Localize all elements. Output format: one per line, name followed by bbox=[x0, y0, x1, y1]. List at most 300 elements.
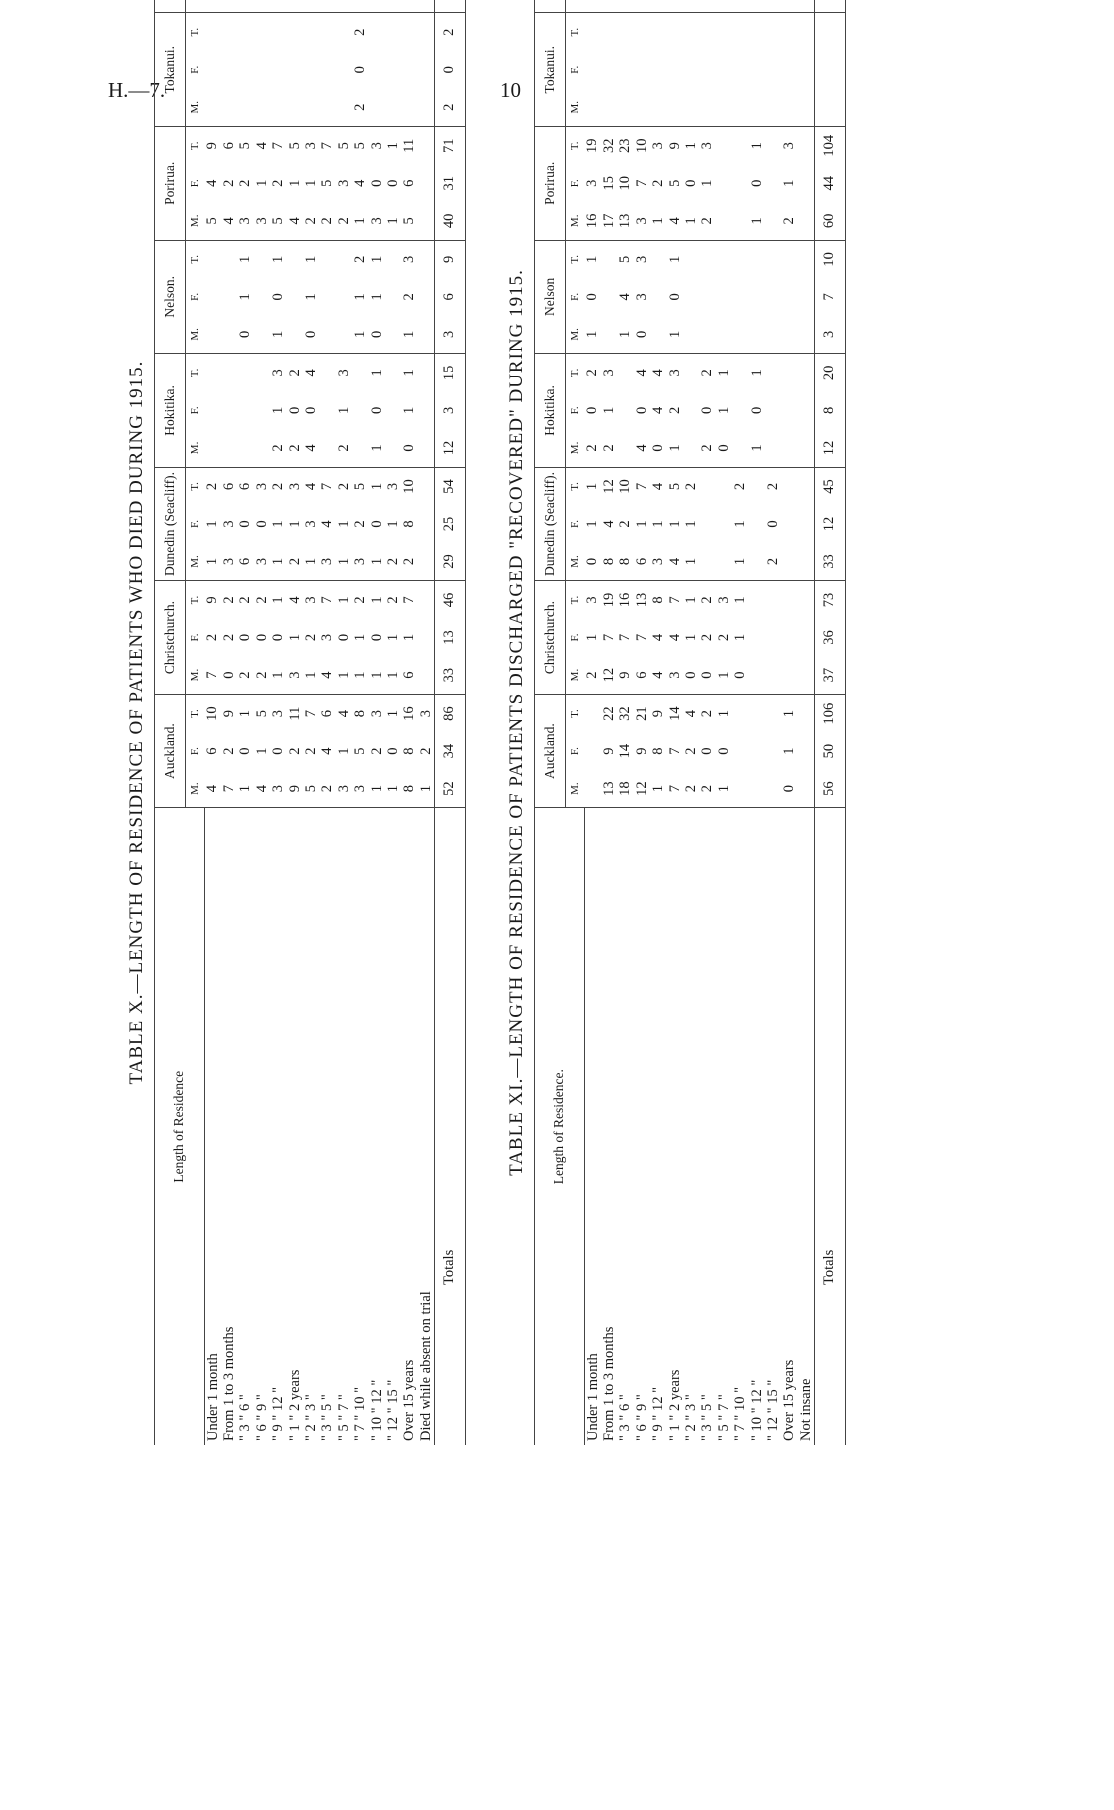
totals-cell: 3 bbox=[434, 392, 465, 430]
table-cell bbox=[237, 0, 253, 13]
table-cell: 32 bbox=[617, 694, 633, 732]
table-cell bbox=[601, 88, 617, 126]
table-cell: 0 bbox=[270, 293, 287, 301]
table-cell: 6 bbox=[237, 557, 254, 566]
table-cell bbox=[601, 13, 617, 51]
table-cell: 1 bbox=[303, 671, 320, 679]
table-row bbox=[781, 0, 797, 1445]
table-cell: 9 bbox=[633, 747, 650, 755]
table-cell bbox=[286, 278, 302, 316]
table-cell: 2 bbox=[352, 240, 368, 278]
table-cell bbox=[683, 0, 699, 13]
table-cell: 3 bbox=[319, 557, 336, 566]
table-cell bbox=[716, 240, 732, 278]
table-cell: 6 bbox=[633, 671, 650, 679]
table-cell bbox=[368, 88, 384, 126]
table-cell: 2 bbox=[253, 671, 270, 679]
table-cell bbox=[798, 51, 815, 89]
table-cell: 0 bbox=[368, 633, 385, 642]
sex-subheader bbox=[566, 0, 585, 13]
table-cell: 1 bbox=[417, 785, 434, 793]
table-cell: 0 bbox=[584, 293, 601, 301]
table-cell bbox=[204, 278, 221, 316]
table-cell bbox=[699, 543, 715, 581]
table-cell bbox=[352, 392, 368, 430]
table-row bbox=[798, 0, 815, 1445]
table-cell bbox=[286, 0, 302, 13]
table-cell: 4 bbox=[666, 557, 683, 566]
table-cell bbox=[798, 0, 815, 13]
table-cell: 3 bbox=[633, 293, 650, 301]
table-cell: 16 bbox=[584, 213, 601, 229]
table-cell: 7 bbox=[319, 467, 335, 505]
table-cell: 0 bbox=[401, 444, 418, 452]
table-cell bbox=[732, 127, 748, 165]
table-cell bbox=[204, 354, 221, 392]
table-cell: 2 bbox=[352, 103, 369, 111]
totals-cell bbox=[434, 0, 465, 13]
table-cell: 1 bbox=[732, 633, 749, 642]
table-row bbox=[270, 0, 286, 1445]
table-cell bbox=[254, 316, 270, 354]
institution-header bbox=[155, 0, 186, 13]
table-cell: 2 bbox=[336, 467, 352, 505]
sex-subheader: M. bbox=[569, 668, 581, 682]
table-cell: 1 bbox=[368, 354, 384, 392]
table-cell: 1 bbox=[204, 520, 221, 528]
table-cell: 0 bbox=[384, 179, 401, 187]
table-cell bbox=[584, 51, 601, 89]
row-label: " 10 " 12 " bbox=[368, 808, 384, 1445]
table-cell: 32 bbox=[601, 127, 617, 165]
table-cell bbox=[254, 278, 270, 316]
table-cell bbox=[748, 619, 764, 657]
table-cell bbox=[798, 581, 815, 619]
table-cell: 1 bbox=[270, 406, 287, 415]
table-cell: 3 bbox=[237, 217, 254, 225]
table-cell: 0 bbox=[253, 633, 270, 642]
table-cell bbox=[716, 13, 732, 51]
table-row bbox=[401, 0, 417, 1445]
table-cell: 3 bbox=[286, 467, 302, 505]
table-cell bbox=[650, 240, 666, 278]
table-cell: 4 bbox=[319, 671, 336, 679]
table-cell: 1 bbox=[335, 520, 352, 528]
table-cell bbox=[385, 51, 401, 89]
table-cell: 7 bbox=[303, 694, 319, 732]
table-cell bbox=[748, 316, 764, 354]
table-cell: 6 bbox=[319, 694, 335, 732]
table-cell bbox=[204, 0, 221, 13]
table-cell bbox=[601, 51, 617, 89]
totals-cell: 46 bbox=[434, 581, 465, 619]
totals-cell: 40 bbox=[434, 202, 465, 240]
sex-subheader: M. bbox=[189, 214, 201, 228]
table-cell bbox=[781, 543, 797, 581]
table-cell: 9 bbox=[204, 127, 221, 165]
table-cell bbox=[336, 278, 352, 316]
sex-subheader: M. bbox=[569, 782, 581, 795]
table-cell: 10 bbox=[401, 467, 417, 505]
table-cell: 4 bbox=[633, 444, 650, 452]
totals-cell: 50 bbox=[814, 732, 845, 770]
sex-subheader: T. bbox=[566, 240, 585, 278]
table-cell: 11 bbox=[286, 694, 302, 732]
table-cell bbox=[418, 392, 435, 430]
table-cell bbox=[748, 581, 764, 619]
table-cell: 7 bbox=[617, 633, 634, 642]
table-cell: 0 bbox=[666, 293, 683, 301]
table-cell bbox=[732, 770, 748, 808]
table-cell: 1 bbox=[335, 671, 352, 679]
table-cell bbox=[237, 429, 253, 467]
table-cell bbox=[368, 51, 384, 89]
table-cell: 6 bbox=[237, 467, 253, 505]
totals-cell: 73 bbox=[814, 581, 845, 619]
row-label: " 9 " 12 " bbox=[650, 808, 666, 1445]
table-cell: 1 bbox=[716, 354, 732, 392]
sex-subheader: M. bbox=[569, 328, 581, 341]
table-cell bbox=[617, 88, 633, 126]
table-cell: 0 bbox=[699, 406, 716, 415]
table-cell: 5 bbox=[286, 127, 302, 165]
sex-subheader: T. bbox=[566, 581, 585, 619]
table-cell bbox=[716, 278, 732, 316]
table-cell: 5 bbox=[336, 127, 352, 165]
sex-subheader: M. bbox=[569, 441, 581, 455]
sex-subheader: T. bbox=[186, 354, 205, 392]
table-cell: 0 bbox=[781, 785, 798, 793]
table-cell: 9 bbox=[617, 671, 634, 679]
table-cell bbox=[765, 316, 781, 354]
table-cell: 6 bbox=[401, 671, 418, 679]
table-cell bbox=[418, 467, 435, 505]
table-cell: 1 bbox=[683, 581, 699, 619]
table-cell: 2 bbox=[335, 217, 352, 225]
table-cell: 1 bbox=[384, 785, 401, 793]
table-cell bbox=[798, 656, 815, 694]
totals-cell bbox=[814, 88, 845, 126]
table-cell bbox=[418, 656, 435, 694]
table-cell: 1 bbox=[716, 694, 732, 732]
table-cell bbox=[270, 13, 286, 51]
totals-cell: 10 bbox=[814, 240, 845, 278]
table-cell: 2 bbox=[781, 217, 798, 225]
table-cell: 1 bbox=[748, 354, 764, 392]
row-label: " 5 " 7 " bbox=[336, 808, 352, 1445]
totals-label: Totals bbox=[814, 808, 845, 1445]
table-cell: 3 bbox=[368, 127, 384, 165]
table-cell: 1 bbox=[335, 406, 352, 415]
table-cell: 0 bbox=[368, 520, 385, 528]
table-cell bbox=[601, 0, 617, 13]
institution-header: Nelson. bbox=[155, 240, 186, 354]
table-cell: 1 bbox=[384, 520, 401, 528]
table-cell: 4 bbox=[319, 520, 336, 528]
table-cell: 1 bbox=[368, 557, 385, 566]
table-cell bbox=[798, 694, 815, 732]
totals-cell: 86 bbox=[434, 694, 465, 732]
table-cell bbox=[221, 354, 237, 392]
totals-cell: 60 bbox=[814, 202, 845, 240]
table-cell: 2 bbox=[601, 444, 618, 452]
table-cell: 2 bbox=[401, 557, 418, 566]
table-cell bbox=[286, 88, 302, 126]
table-cell: 2 bbox=[584, 354, 601, 392]
table-cell: 1 bbox=[368, 240, 384, 278]
table-cell: 2 bbox=[352, 13, 368, 51]
table-cell bbox=[418, 581, 435, 619]
table-cell bbox=[683, 354, 699, 392]
table-cell: 1 bbox=[781, 694, 797, 732]
table-cell bbox=[601, 240, 617, 278]
table-cell bbox=[352, 0, 368, 13]
table-cell: 2 bbox=[270, 444, 287, 452]
table-cell: 3 bbox=[666, 354, 682, 392]
table-cell: 2 bbox=[683, 467, 699, 505]
table-cell: 1 bbox=[352, 330, 369, 338]
row-label: " 3 " 5 " bbox=[319, 808, 335, 1445]
table-xi bbox=[535, 0, 845, 1445]
table-cell: 3 bbox=[254, 467, 270, 505]
table-cell: 2 bbox=[270, 179, 287, 187]
sex-subheader: F. bbox=[189, 633, 201, 642]
table-cell: 0 bbox=[237, 330, 254, 338]
table-cell bbox=[798, 127, 815, 165]
table-cell bbox=[732, 240, 748, 278]
sex-subheader: F. bbox=[189, 519, 201, 528]
table-cell: 1 bbox=[335, 557, 352, 566]
table-cell bbox=[254, 88, 270, 126]
table-cell bbox=[237, 392, 253, 430]
table-cell: 2 bbox=[303, 217, 320, 225]
table-x bbox=[155, 0, 465, 1445]
table-cell bbox=[204, 392, 221, 430]
table-cell bbox=[237, 13, 253, 51]
table-cell bbox=[319, 278, 335, 316]
sex-subheader: T. bbox=[566, 467, 585, 505]
table-cell bbox=[254, 51, 270, 89]
table-cell bbox=[254, 392, 270, 430]
table-cell bbox=[798, 13, 815, 51]
table-cell: 1 bbox=[584, 467, 601, 505]
table-cell: 1 bbox=[601, 406, 618, 415]
table-cell: 4 bbox=[303, 467, 319, 505]
table-cell bbox=[765, 732, 781, 770]
table-cell: 4 bbox=[336, 694, 352, 732]
table-cell bbox=[286, 51, 302, 89]
institution-header: Dunedin (Seacliff). bbox=[155, 467, 186, 581]
table-cell: 6 bbox=[633, 557, 650, 566]
table-cell bbox=[765, 88, 781, 126]
table-cell bbox=[221, 240, 237, 278]
table-cell bbox=[254, 429, 270, 467]
table-cell bbox=[798, 732, 815, 770]
table-cell bbox=[418, 88, 435, 126]
table-row bbox=[254, 0, 270, 1445]
table-cell bbox=[798, 770, 815, 808]
table-cell: 1 bbox=[335, 747, 352, 755]
table-cell: 2 bbox=[417, 747, 434, 755]
table-cell: 1 bbox=[352, 293, 369, 301]
table-cell: 3 bbox=[650, 127, 666, 165]
table-cell: 8 bbox=[601, 557, 618, 566]
table-cell: 2 bbox=[221, 581, 237, 619]
sex-subheader: F. bbox=[569, 633, 581, 642]
table-cell: 4 bbox=[254, 127, 270, 165]
totals-cell: 56 bbox=[814, 770, 845, 808]
table-cell bbox=[732, 13, 748, 51]
table-cell bbox=[798, 543, 815, 581]
table-row bbox=[418, 0, 435, 1445]
table-cell: 4 bbox=[650, 354, 666, 392]
row-label: " 7 " 10 " bbox=[352, 808, 368, 1445]
table-cell: 6 bbox=[401, 179, 418, 187]
table-cell bbox=[254, 0, 270, 13]
table-cell bbox=[732, 278, 748, 316]
sex-subheader: M. bbox=[189, 441, 201, 455]
table-cell: 3 bbox=[584, 179, 601, 187]
table-cell bbox=[748, 694, 764, 732]
table-cell bbox=[765, 656, 781, 694]
institution-header: Hokitika. bbox=[155, 354, 186, 468]
table-cell: 7 bbox=[601, 633, 618, 642]
table-cell bbox=[798, 165, 815, 203]
table-cell: 3 bbox=[253, 557, 270, 566]
table-cell: 7 bbox=[204, 671, 221, 679]
table-cell: 1 bbox=[303, 293, 320, 301]
totals-cell: 2 bbox=[434, 88, 465, 126]
row-label: " 10 " 12 " bbox=[748, 808, 764, 1445]
table-cell: 0 bbox=[650, 444, 667, 452]
table-cell bbox=[798, 505, 815, 543]
sex-subheader: F. bbox=[569, 65, 581, 74]
totals-cell: 6 bbox=[434, 278, 465, 316]
table-cell: 3 bbox=[401, 240, 417, 278]
row-label: Under 1 month bbox=[204, 808, 221, 1445]
table-cell: 4 bbox=[253, 785, 270, 793]
table-cell bbox=[765, 354, 781, 392]
table-cell bbox=[765, 581, 781, 619]
table-cell bbox=[666, 51, 682, 89]
table-cell: 1 bbox=[748, 444, 765, 452]
table-cell: 0 bbox=[368, 406, 385, 415]
table-cell: 1 bbox=[270, 557, 287, 566]
table-cell bbox=[319, 13, 335, 51]
table-cell: 3 bbox=[418, 694, 435, 732]
table-cell bbox=[385, 88, 401, 126]
table-cell: 2 bbox=[335, 444, 352, 452]
table-cell: 2 bbox=[732, 467, 748, 505]
table-cell: 3 bbox=[336, 354, 352, 392]
table-cell: 1 bbox=[384, 671, 401, 679]
table-row bbox=[617, 0, 633, 1445]
table-cell bbox=[401, 51, 417, 89]
table-cell: 3 bbox=[319, 633, 336, 642]
table-x-title: TABLE X.—LENGTH OF RESIDENCE OF PATIENTS WHO DIED DURING 1915. bbox=[126, 360, 147, 1085]
table-cell: 2 bbox=[385, 581, 401, 619]
table-cell: 3 bbox=[270, 354, 286, 392]
header-row bbox=[535, 0, 566, 1445]
table-cell: 2 bbox=[319, 785, 336, 793]
table-cell: 5 bbox=[352, 127, 368, 165]
table-cell bbox=[716, 51, 732, 89]
table-cell: 6 bbox=[221, 467, 237, 505]
table-cell bbox=[781, 619, 797, 657]
table-cell: 1 bbox=[699, 179, 716, 187]
row-label: " 9 " 12 " bbox=[270, 808, 286, 1445]
table-cell: 0 bbox=[237, 633, 254, 642]
table-cell: 1 bbox=[584, 240, 601, 278]
table-cell: 1 bbox=[253, 179, 270, 187]
table-cell: 1 bbox=[270, 671, 287, 679]
table-cell bbox=[781, 51, 797, 89]
sex-subheader: F. bbox=[189, 65, 201, 74]
table-cell: 2 bbox=[699, 633, 716, 642]
table-cell: 4 bbox=[617, 293, 634, 301]
table-cell bbox=[617, 354, 633, 392]
table-cell bbox=[254, 240, 270, 278]
row-label: Over 15 years bbox=[401, 808, 417, 1445]
sex-subheader: M. bbox=[189, 782, 201, 795]
table-cell: 2 bbox=[715, 633, 732, 642]
table-cell bbox=[634, 88, 650, 126]
table-cell: 1 bbox=[748, 217, 765, 225]
sex-subheader: F. bbox=[569, 747, 581, 756]
table-cell: 4 bbox=[286, 581, 302, 619]
table-cell: 2 bbox=[683, 785, 700, 793]
sex-subheader: F. bbox=[569, 179, 581, 188]
table-cell: 1 bbox=[715, 785, 732, 793]
table-cell: 4 bbox=[666, 633, 683, 642]
table-cell bbox=[286, 13, 302, 51]
table-cell bbox=[683, 392, 699, 430]
totals-cell: 33 bbox=[434, 656, 465, 694]
institution-header: Hokitika. bbox=[535, 354, 566, 468]
table-cell: 1 bbox=[368, 785, 385, 793]
institution-header: Christchurch. bbox=[535, 581, 566, 695]
sex-subheader: M. bbox=[569, 555, 581, 568]
table-cell bbox=[732, 392, 748, 430]
table-cell: 0 bbox=[368, 330, 385, 338]
table-cell bbox=[781, 316, 797, 354]
table-cell: 3 bbox=[650, 557, 667, 566]
table-cell: 2 bbox=[764, 557, 781, 566]
institution-header: Tokanui. bbox=[535, 13, 566, 127]
institution-header: Porirua. bbox=[535, 127, 566, 241]
table-cell bbox=[748, 13, 764, 51]
table-cell bbox=[418, 0, 435, 13]
sex-subheader: F. bbox=[189, 406, 201, 415]
table-cell bbox=[650, 0, 666, 13]
table-cell: 7 bbox=[634, 467, 650, 505]
table-cell bbox=[683, 429, 699, 467]
table-cell: 2 bbox=[368, 747, 385, 755]
sex-subheader: M. bbox=[189, 668, 201, 682]
table-cell: 1 bbox=[715, 406, 732, 415]
table-cell: 5 bbox=[352, 467, 368, 505]
table-cell: 0 bbox=[748, 406, 765, 415]
table-cell bbox=[385, 354, 401, 392]
table-cell bbox=[765, 429, 781, 467]
table-x-block bbox=[118, 0, 466, 1445]
table-cell: 15 bbox=[601, 176, 618, 191]
table-cell bbox=[716, 543, 732, 581]
sex-subheader: F. bbox=[569, 292, 581, 301]
table-cell: 1 bbox=[204, 557, 221, 566]
table-cell bbox=[781, 88, 797, 126]
table-cell bbox=[699, 467, 715, 505]
